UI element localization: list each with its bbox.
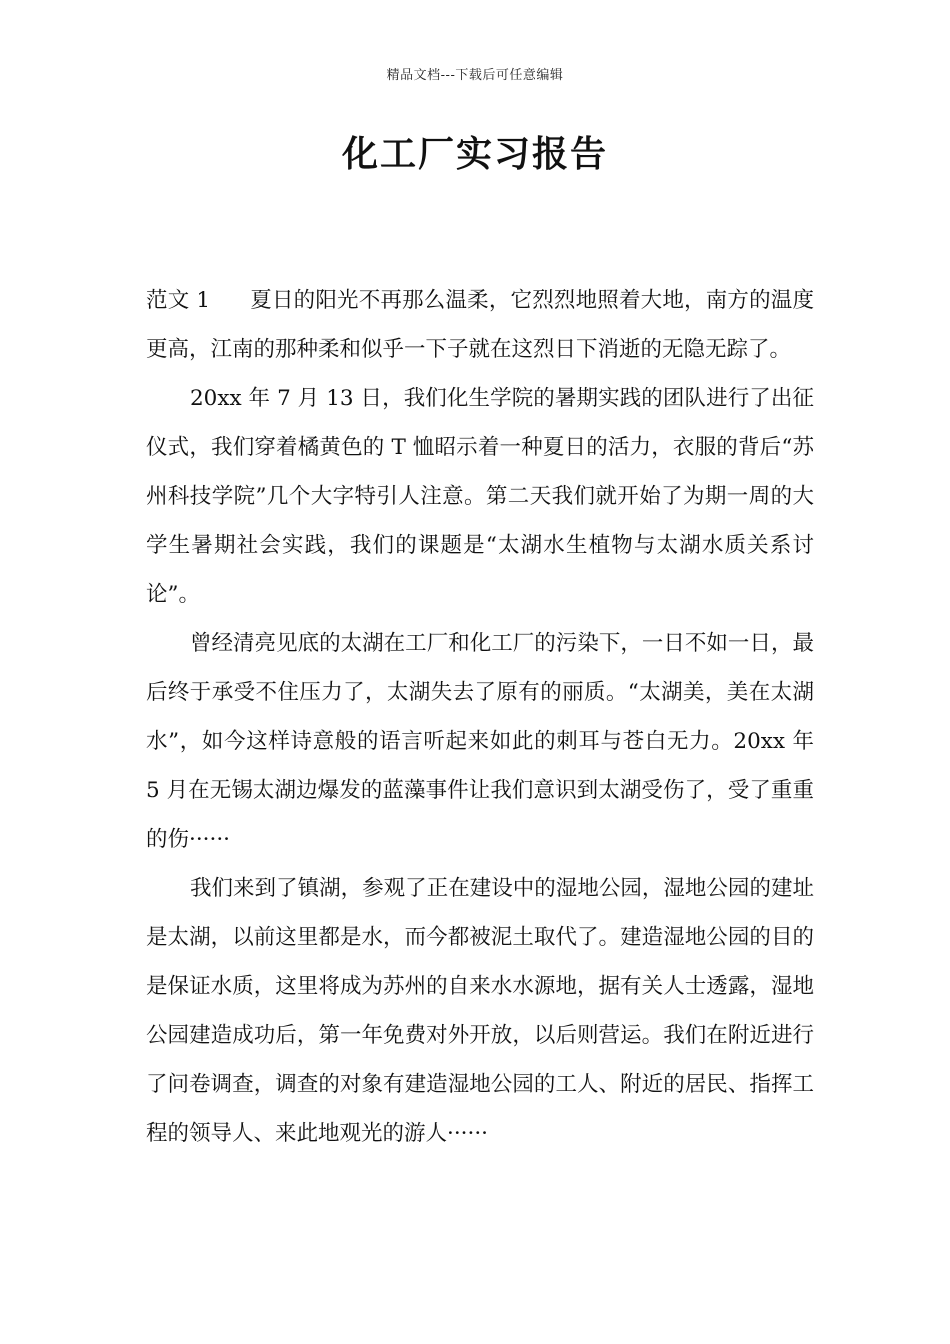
header-note: 精品文档---下载后可任意编辑 <box>386 68 564 83</box>
sample-label: 范文 1 <box>146 288 211 313</box>
paragraph-3: 曾经清亮见底的太湖在工厂和化工厂的污染下，一日不如一日，最后终于承受不住压力了，太湖失去了原有的丽质。“太湖美，美在太湖水”，如今这样诗意般的语言听起来如此的刺耳与苍白无力。20xx 年 5 月在无锡太湖边爆发的蓝藻事件让我们意识到太湖受伤了，受了重重的伤······ <box>146 631 814 852</box>
document-body <box>146 276 814 1158</box>
paragraph-1-text: 夏日的阳光不再那么温柔，它烈烈地照着大地，南方的温度更高，江南的那种柔和似乎一下子就在这烈日下消逝的无隐无踪了。 <box>146 288 814 362</box>
paragraph-2: 20xx 年 7 月 13 日，我们化生学院的暑期实践的团队进行了出征仪式，我们穿着橘黄色的 T 恤昭示着一种夏日的活力，衣服的背后“苏州科技学院”几个大字特引人注意。第二天我们就开始了为期一周的大学生暑期社会实践，我们的课题是“太湖水生植物与太湖水质关系讨论”。 <box>146 386 814 607</box>
paragraph-4: 我们来到了镇湖，参观了正在建设中的湿地公园，湿地公园的建址是太湖，以前这里都是水，而今都被泥土取代了。建造湿地公园的目的是保证水质，这里将成为苏州的自来水水源地，据有关人士透露，湿地公园建造成功后，第一年免费对外开放，以后则营运。我们在附近进行了问卷调查，调查的对象有建造湿地公园的工人、附近的居民、指挥工程的领导人、来此地观光的游人······ <box>146 876 814 1146</box>
document-title: 化工厂实习报告 <box>341 133 608 175</box>
paragraph-1 <box>146 276 814 374</box>
